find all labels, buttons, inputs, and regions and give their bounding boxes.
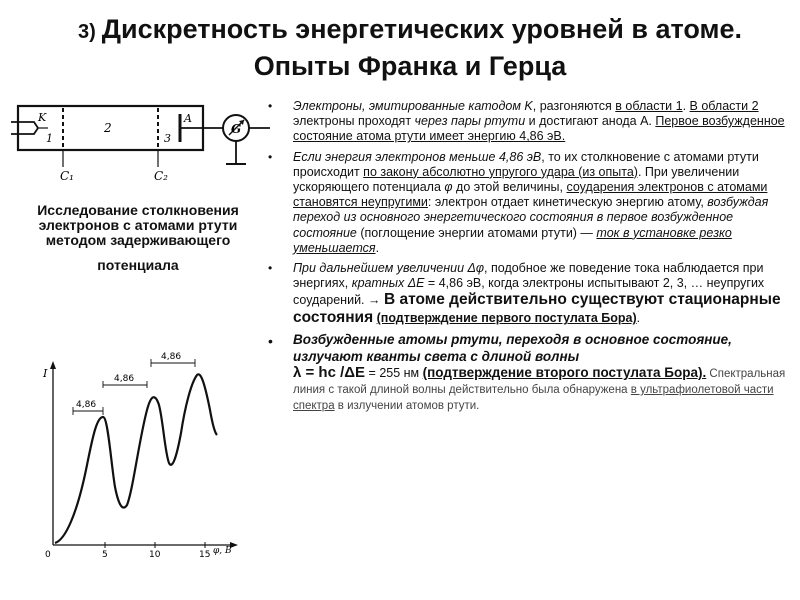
x-tick-15: 15	[199, 550, 211, 560]
bullet-dot-icon: •	[268, 149, 273, 164]
bullet-1: • Электроны, эмитированные катодом K, разгоняются в области 1. В области 2 электроны проходят через пары ртути и достигают анода A. Первое возбужденное состояние атома ртути имеет энергию 4,86 эВ.	[268, 99, 785, 144]
spacing-label-1: 4,86	[76, 400, 97, 410]
bullet-dot-icon: •	[268, 333, 273, 350]
spacing-label-3: 4,86	[161, 352, 182, 362]
bullet-2: • Если энергия электронов меньше 4,86 эВ, то их столкновение с атомами ртути происходит по закону абсолютно упругого удара (из опыта). При увеличении ускоряющего потенциала φ до этой величины, соударения электронов с атомами становятся неупругими: электрон отдает кинетическую энергию атому, возбуждая переход из основного энергетического состояния в первое возбужденное состояние (поглощение энергии атомами ртути) — ток в установке резко уменьшается.	[268, 149, 769, 255]
bullet-dot-icon: •	[268, 99, 273, 113]
caption-line-1: Исследование столкновения электронов с атомами ртути	[37, 202, 239, 233]
y-axis-label: I	[43, 367, 48, 380]
scheme-label-1: 1	[46, 132, 53, 145]
x-axis-label: φ, В	[213, 546, 232, 556]
scheme-label-g: G	[231, 122, 242, 136]
slide-title	[40, 12, 780, 83]
x-tick-5: 5	[102, 550, 108, 560]
bullet-4: • Возбужденные атомы ртути, переходя в основное состояние, излучают кванты света с длиной волны λ = hc /ΔE = 255 нм (подтверждение второго постулата Бора). Спектральная линия с такой длиной волны действительно была обнаружена в ультрафиолетовой части спектра в излучении атомов ртути.	[268, 332, 786, 413]
bullet-3: • При дальнейшем увеличении Δφ, подобное же поведение тока наблюдается при энергиях, кратных ΔE = 4,86 эВ, когда электроны испытывают 2, 3, … неупругих соударений. → В атоме действительно существуют стационарные состояния (подтверждение первого постулата Бора).	[268, 261, 781, 327]
scheme-label-3: 3	[164, 132, 171, 145]
x-tick-0: 0	[45, 550, 51, 560]
spacing-label-2: 4,86	[114, 374, 135, 384]
caption-line-3: потенциала	[97, 257, 179, 273]
franck-hertz-scheme	[8, 92, 278, 184]
x-tick-10: 10	[149, 550, 161, 560]
scheme-label-k: K	[38, 111, 47, 124]
scheme-label-2: 2	[104, 121, 112, 135]
current-potential-graph	[35, 345, 240, 562]
bullet-dot-icon: •	[268, 261, 273, 276]
slide-title-text: Дискретность энергетических уровней в атоме. Опыты Франка и Герца	[101, 14, 743, 81]
cathode-shape	[11, 122, 38, 134]
caption-line-2: методом задерживающего	[45, 232, 231, 248]
figure-caption	[28, 203, 248, 273]
scheme-label-c2: C₂	[154, 169, 168, 183]
scheme-label-c1: C₁	[60, 169, 74, 183]
bullet-list	[262, 99, 787, 419]
scheme-label-a: A	[184, 112, 192, 125]
slide-number: 3)	[77, 21, 96, 43]
